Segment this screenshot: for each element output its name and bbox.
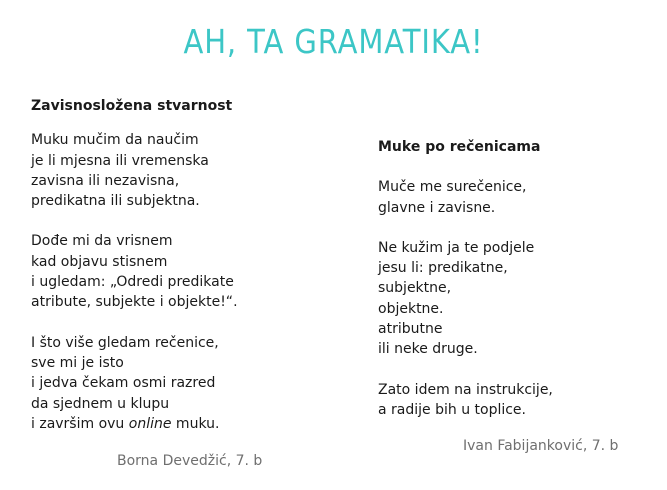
verse-line: i jedva čekam osmi razred	[31, 375, 216, 392]
poem-right-stanza-1	[378, 177, 553, 218]
poem-right	[378, 137, 553, 420]
verse-line: sve mi je isto	[31, 354, 124, 371]
verse-line: atribute, subjekte i objekte!“.	[31, 294, 238, 311]
verse-line: Muče me surečenice,	[378, 179, 527, 196]
verse-line: subjektne,	[378, 280, 452, 297]
verse-line: Dođe mi da vrisnem	[31, 233, 173, 250]
verse-line: Muku mučim da naučim	[31, 132, 199, 149]
verse-line-last	[31, 414, 238, 434]
verse-line: I što više gledam rečenice,	[31, 334, 219, 351]
poem-left-stanza-3	[31, 333, 238, 434]
verse-text: muku.	[171, 415, 220, 432]
verse-line: jesu li: predikatne,	[378, 260, 508, 277]
verse-line: kad objavu stisnem	[31, 253, 168, 270]
verse-line: glavne i zavisne.	[378, 199, 496, 216]
poem-left-author: Borna Devedžić, 7. b	[117, 453, 263, 469]
verse-line: ili neke druge.	[378, 341, 478, 358]
verse-line: da sjednem u klupu	[31, 395, 170, 412]
verse-line: predikatna ili subjektna.	[31, 193, 200, 210]
poem-left-stanza-2	[31, 231, 238, 312]
poem-left-heading: Zavisnosložena stvarnost	[31, 98, 233, 114]
verse-line: je li mjesna ili vremenska	[31, 152, 209, 169]
poem-right-stanza-2	[378, 238, 553, 360]
verse-line: zavisna ili nezavisna,	[31, 172, 180, 189]
poem-right-stanza-3	[378, 380, 553, 421]
page-title: AH, TA GRAMATIKA!	[183, 22, 484, 61]
poem-left-stanza-1	[31, 130, 238, 211]
verse-line: objektne.	[378, 300, 444, 317]
verse-line: Ne kužim ja te podjele	[378, 239, 535, 256]
verse-line: atributne	[378, 321, 443, 338]
verse-text: i završim ovu	[31, 415, 129, 432]
poem-right-heading: Muke po rečenicama	[378, 139, 541, 155]
verse-line: Zato idem na instrukcije,	[378, 381, 553, 398]
poem-right-author: Ivan Fabijanković, 7. b	[463, 438, 619, 454]
verse-italic-word: online	[128, 415, 172, 432]
verse-line: i ugledam: „Odredi predikate	[31, 274, 234, 291]
verse-line: a radije bih u toplice.	[378, 401, 526, 418]
poem-left	[31, 96, 238, 434]
